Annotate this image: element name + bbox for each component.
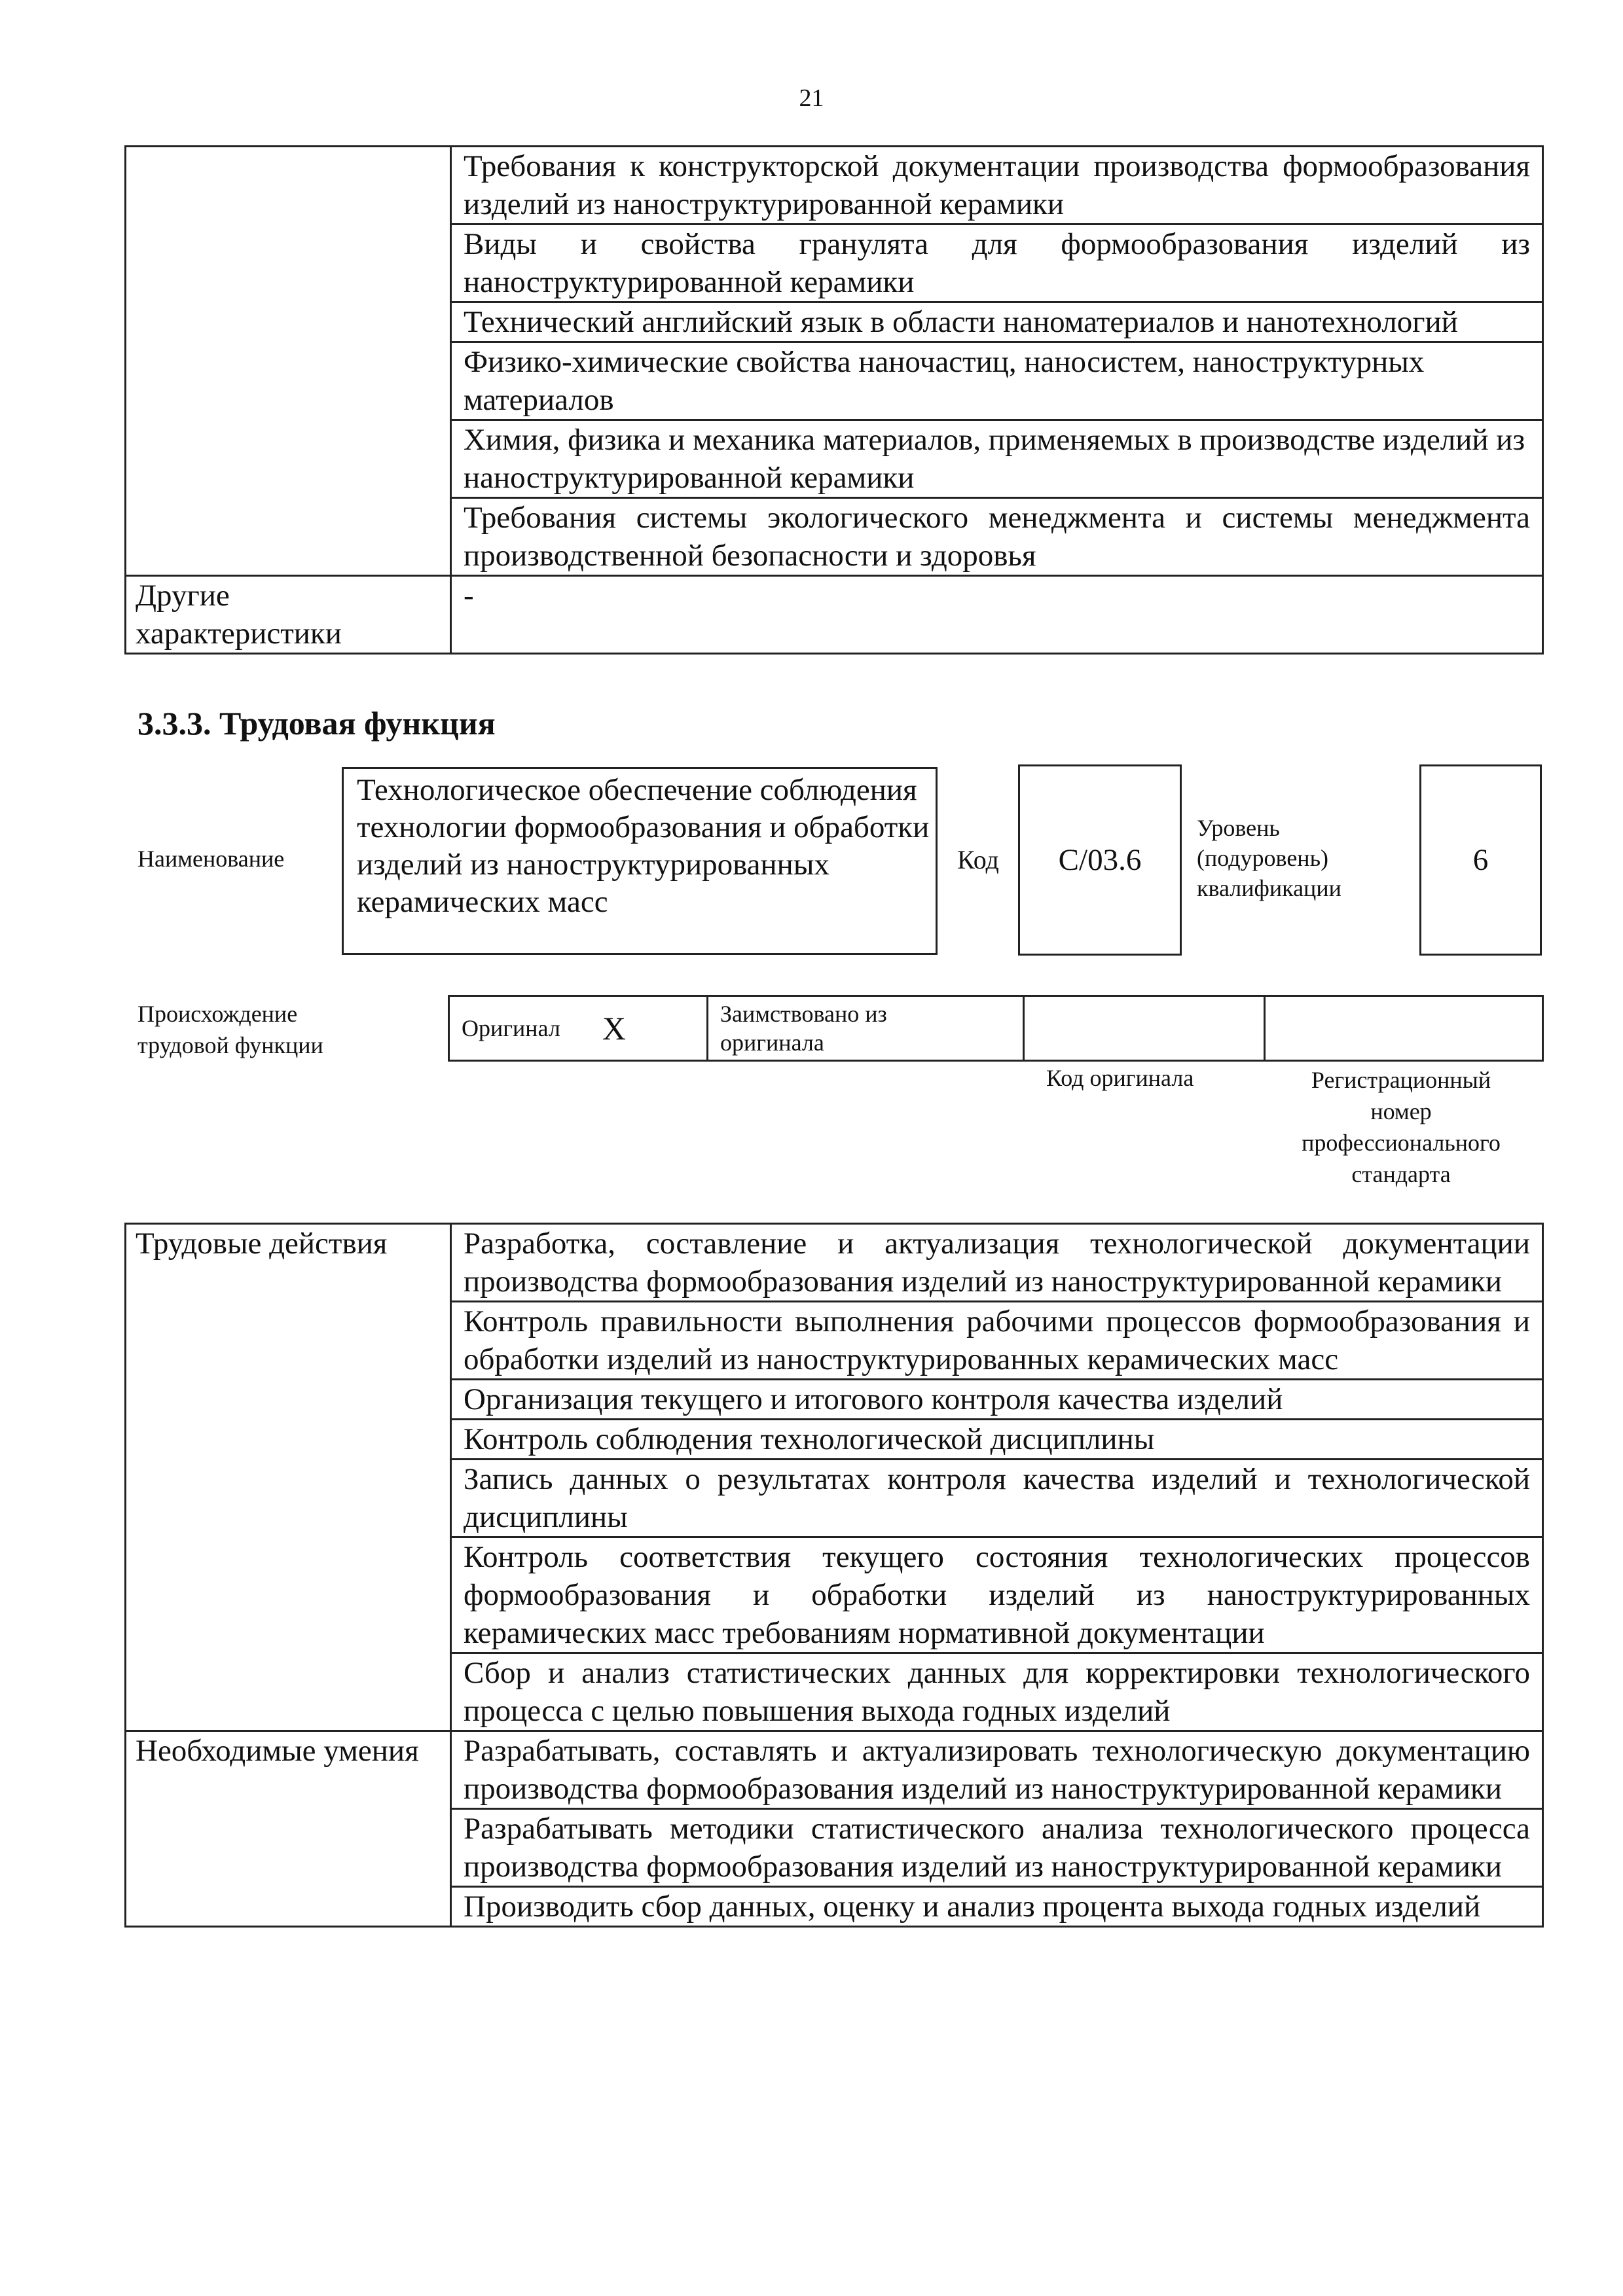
knowledge-label-cell: [126, 147, 451, 576]
original-code-label: Код оригинала: [1046, 1065, 1194, 1091]
skill-item: Разрабатывать методики статистического анализа технологического процесса производства формообразования изделий из наноструктурированной керамики: [451, 1809, 1543, 1887]
labor-action-item: Организация текущего и итогового контроля качества изделий: [451, 1380, 1543, 1420]
reg-number-cell: [1265, 996, 1543, 1061]
origin-table: [448, 995, 1544, 1062]
code-label: Код: [957, 845, 999, 874]
function-name-box: Технологическое обеспечение соблюдения технологии формообразования и обработки изделий из наноструктурированных керамических масс: [342, 767, 938, 955]
labor-action-item: Контроль соблюдения технологической дисциплины: [451, 1420, 1543, 1460]
knowledge-item: Физико-химические свойства наночастиц, наносистем, наноструктурных материалов: [451, 342, 1543, 420]
table-row: [126, 576, 1543, 654]
table-row: [449, 996, 1543, 1061]
original-mark: X: [602, 1010, 626, 1047]
page-number: 21: [799, 84, 824, 112]
original-cell: [449, 996, 708, 1061]
knowledge-item: Химия, физика и механика материалов, применяемых в производстве изделий из наноструктурированной керамики: [451, 420, 1543, 498]
knowledge-item: Требования к конструкторской документации производства формообразования изделий из наноструктурированной керамики: [451, 147, 1543, 224]
other-characteristics-value: -: [451, 576, 1543, 654]
level-label: Уровень (подуровень) квалификации: [1197, 815, 1341, 901]
skill-item: Производить сбор данных, оценку и анализ процента выхода годных изделий: [451, 1887, 1543, 1927]
original-code-cell: [1024, 996, 1265, 1061]
function-code-box: С/03.6: [1018, 764, 1182, 956]
origin-label: Происхождение трудовой функции: [137, 1001, 323, 1058]
knowledge-item: Технический английский язык в области наноматериалов и нанотехнологий: [451, 302, 1543, 342]
labor-action-item: Контроль соответствия текущего состояния технологических процессов формообразования и обработки изделий из наноструктурированных керамических масс требованиям нормативной документации: [451, 1537, 1543, 1653]
actions-skills-table: [124, 1223, 1544, 1928]
knowledge-item: Требования системы экологического менеджмента и системы менеджмента производственной безопасности и здоровья: [451, 498, 1543, 576]
labor-action-item: Разработка, составление и актуализация технологической документации производства формообразования изделий из наноструктурированной керамики: [451, 1224, 1543, 1302]
labor-actions-label: Трудовые действия: [126, 1224, 451, 1731]
table-row: [126, 147, 1543, 224]
labor-action-item: Контроль правильности выполнения рабочими процессов формообразования и обработки изделий из наноструктурированных керамических масс: [451, 1302, 1543, 1380]
labor-action-item: Сбор и анализ статистических данных для корректировки технологического процесса с целью повышения выхода годных изделий: [451, 1653, 1543, 1731]
knowledge-table: [124, 145, 1544, 655]
borrowed-cell: [708, 996, 1024, 1061]
qualification-level-box: 6: [1419, 764, 1542, 956]
knowledge-item: Виды и свойства гранулята для формообразования изделий из наноструктурированной керамики: [451, 224, 1543, 302]
reg-number-label: Регистрационный номер профессионального стандарта: [1302, 1067, 1501, 1187]
other-characteristics-label: Другие характеристики: [126, 576, 451, 654]
skills-label: Необходимые умения: [126, 1731, 451, 1927]
name-label: Наименование: [137, 846, 285, 872]
table-row: [126, 1224, 1543, 1302]
borrowed-label: Заимствовано из оригинала: [720, 1001, 887, 1056]
original-label: Оригинал: [462, 1015, 560, 1041]
skill-item: Разрабатывать, составлять и актуализировать технологическую документацию производства формообразования изделий из наноструктурированной керамики: [451, 1731, 1543, 1809]
labor-action-item: Запись данных о результатах контроля качества изделий и технологической дисциплины: [451, 1460, 1543, 1537]
section-heading: 3.3.3. Трудовая функция: [137, 705, 496, 742]
table-row: [126, 1731, 1543, 1809]
